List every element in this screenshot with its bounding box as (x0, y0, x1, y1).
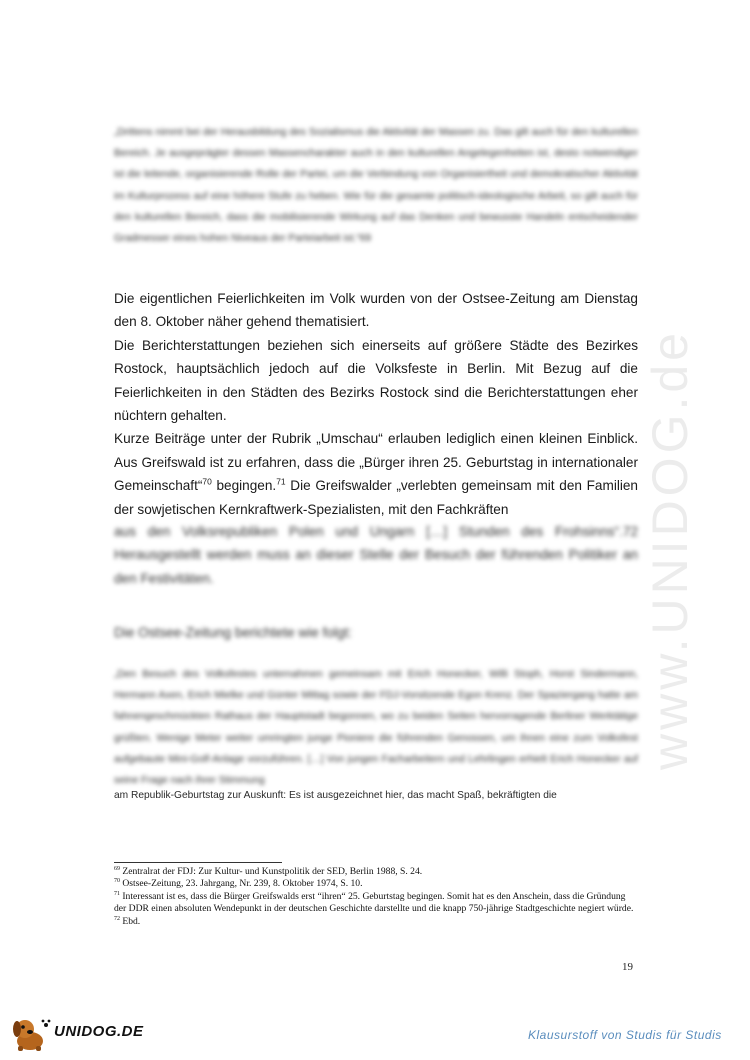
watermark-text: www.UNIDOG.de (642, 329, 698, 770)
paragraph-3-part-c: Die Greifswalder „verlebten gemeinsam mit den Familien der sowjetischen Kernkraftwerk-Spezialisten, mit den Fachkräften (114, 478, 638, 517)
paragraph-1: Die eigentlichen Feierlichkeiten im Volk wurden von der Ostsee-Zeitung am Dienstag den 8. Oktober näher gehend thematisiert. (114, 291, 638, 330)
footnote-ref-70: 70 (202, 476, 212, 487)
footnote-divider (114, 862, 282, 863)
footnote-71 (114, 891, 638, 916)
paragraph-3 (114, 427, 638, 521)
quote-last-line: am Republik-Geburtstag zur Auskunft: Es ist ausgezeichnet hier, das macht Spaß, bekräftigten die (114, 790, 557, 801)
paragraph-3-part-b: begingen. (211, 478, 277, 494)
footnote-text: Ostsee-Zeitung, 23. Jahrgang, Nr. 239, 8. Oktober 1974, S. 10. (119, 878, 363, 890)
footnote-72 (114, 916, 638, 928)
footnote-number: 71 (114, 890, 120, 897)
footnote-number: 70 (114, 878, 120, 885)
body-text (114, 287, 638, 521)
blurred-intro-line: Die Ostsee-Zeitung berichtete wie folgt: (114, 625, 353, 640)
page-number: 19 (622, 961, 633, 973)
footnote-70 (114, 878, 638, 890)
footnote-text: Ebd. (119, 915, 141, 927)
dog-icon (8, 1015, 52, 1053)
footnote-69 (114, 866, 638, 878)
footnote-number: 72 (114, 915, 120, 922)
tagline: Klausurstoff von Studis für Studis (528, 1028, 722, 1042)
blurred-quote-bottom: „Den Besuch des Volksfestes unternahmen gemeinsam mit Erich Honecker, Willi Stoph, Horst Sindermann, Hermann Axen, Erich Mielke und Günter Mittag sowie der FDJ-Vorsitzende Egon Krenz. Der Spaziergang hatte am fahnengeschmückten Rathaus der Hauptstadt begonnen, wo zu beiden Seiten hervorragende Berliner Werktätige grüßten. Wenige Meter weiter umringten junge Pioniere die führenden Genossen, um ihnen eine zum Volksfest aufgebaute Mini-Golf-Anlage vorzuführen. […] Von jungen Facharbeitern und Lehrlingen erhielt Erich Honecker auf seine Frage nach ihrer Stimmung (114, 669, 638, 787)
blurred-quote-top: „Drittens nimmt bei der Herausbildung des Sozialismus die Aktivität der Massen zu. Das gilt auch für den kulturellen Bereich. Je ausgeprägter dessen Massencharakter auch in den kulturellen Angelegenheiten ist, desto notwendiger ist die leitende, organisierende Rolle der Partei, um die Verbindung von Organisiertheit und demokratischer Aktivität im Kulturprozess auf eine höhere Stufe zu heben. Wie für die gesamte politisch-ideologische Arbeit, so gilt auch für den kulturellen Bereich, dass die mobilisierende Wirkung auf das Denken und bewusste Handeln entscheidender Gradmesser eines hohen Niveaus der Parteiarbeit ist.“69 (114, 127, 638, 245)
footnotes (114, 866, 638, 928)
footnote-number: 69 (114, 865, 120, 872)
unidog-logo[interactable] (8, 1015, 178, 1053)
paragraph-2: Die Berichterstattungen beziehen sich einerseits auf größere Städte des Bezirkes Rostock, hauptsächlich jedoch auf die Volksfeste in Berlin. Mit Bezug auf die Feierlichkeiten in den Städten des Bezirks Rostock sind die Berichterstattungen eher nüchtern gehalten. (114, 337, 638, 424)
footnote-ref-71: 71 (276, 476, 286, 487)
logo-text: UNIDOG.DE (54, 1023, 144, 1040)
paragraph-3-part-a: Kurze Beiträge unter der Rubrik „Umschau“ erlauben lediglich einen kleinen Einblick. Aus Greifswald ist zu erfahren, dass die „Bürger ihren 25. Geburtstag in internationaler Gemeinschaft“ (114, 431, 638, 494)
footnote-text: Zentralrat der FDJ: Zur Kultur- und Kunstpolitik der SED, Berlin 1988, S. 24. (119, 866, 423, 877)
blurred-body-text: aus den Volksrepubliken Polen und Ungarn […] Stunden des Frohsinns“.72 Herausgestellt werden muss an dieser Stelle der Besuch der führenden Politiker an den Festivitäten. (114, 524, 638, 586)
footnote-text: Interessant ist es, dass die Bürger Greifswalds erst “ihren“ 25. Geburtstag begingen. Somit hat es den Anschein, dass die Gründung der DDR einen absoluten Wendepunkt in der deutschen Geschichte darstellte und die knapp 750-jährige Stadtgeschichte negiert würde. (114, 890, 634, 915)
